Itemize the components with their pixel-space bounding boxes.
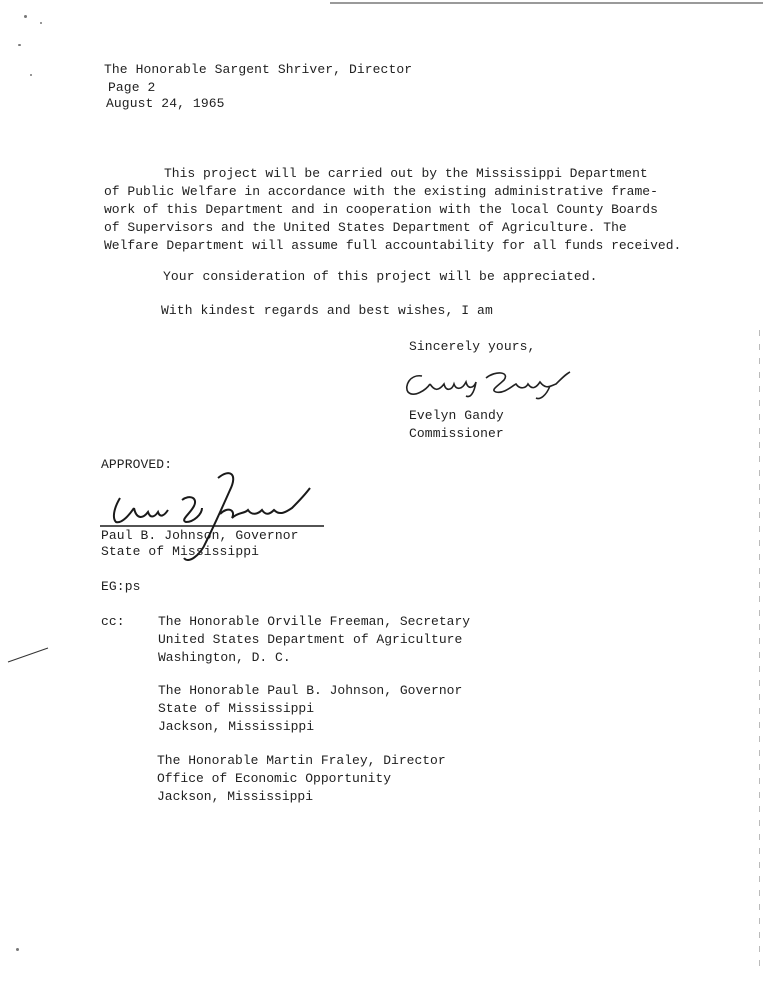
cc-line: Jackson, Mississippi <box>158 719 315 734</box>
page-number: Page 2 <box>108 80 156 95</box>
cc-recipient-3 <box>157 752 446 806</box>
scan-speck <box>16 948 19 951</box>
cc-line: United States Department of Agriculture <box>158 632 463 647</box>
typist-initials: EG:ps <box>101 579 141 594</box>
cc-line: The Honorable Paul B. Johnson, Governor <box>158 683 463 698</box>
recipient-line: The Honorable Sargent Shriver, Director <box>104 62 413 77</box>
paragraph-line: of Public Welfare in accordance with the existing administrative frame- <box>104 184 658 199</box>
cc-recipient-2 <box>158 682 462 736</box>
closing-salutation: Sincerely yours, <box>409 339 536 354</box>
cc-label: cc: <box>101 614 125 629</box>
body-paragraph-2: Your consideration of this project will be appreciated. <box>163 269 598 284</box>
gandy-signature <box>400 364 575 404</box>
scan-speck <box>18 44 21 46</box>
scan-top-rule <box>330 2 763 4</box>
cc-line: The Honorable Martin Fraley, Director <box>157 753 446 768</box>
scan-speck <box>24 15 27 18</box>
scan-speck <box>40 22 42 24</box>
scan-edge-marks <box>759 330 760 970</box>
scan-speck <box>30 74 32 76</box>
approved-label: APPROVED: <box>101 457 173 472</box>
approver-state: State of Mississippi <box>101 544 260 559</box>
cc-line: Washington, D. C. <box>158 650 291 665</box>
paragraph-line: Welfare Department will assume full accountability for all funds received. <box>104 238 682 253</box>
signer-name: Evelyn Gandy <box>409 408 504 423</box>
approver-name-title: Paul B. Johnson, Governor <box>101 528 299 543</box>
cc-line: Office of Economic Opportunity <box>157 771 392 786</box>
letter-date: August 24, 1965 <box>106 96 225 111</box>
paragraph-line: of Supervisors and the United States Department of Agriculture. The <box>104 220 627 235</box>
paragraph-line: This project will be carried out by the Mississippi Department <box>164 166 648 181</box>
cc-recipient-1 <box>158 613 470 667</box>
cc-line: The Honorable Orville Freeman, Secretary <box>158 614 471 629</box>
cc-line: Jackson, Mississippi <box>157 789 314 804</box>
body-paragraph-3: With kindest regards and best wishes, I am <box>161 303 493 318</box>
signer-title: Commissioner <box>409 426 504 441</box>
margin-pen-mark <box>6 644 50 664</box>
body-paragraph-1 <box>104 165 681 255</box>
paragraph-line: work of this Department and in cooperation with the local County Boards <box>104 202 658 217</box>
cc-line: State of Mississippi <box>158 701 315 716</box>
